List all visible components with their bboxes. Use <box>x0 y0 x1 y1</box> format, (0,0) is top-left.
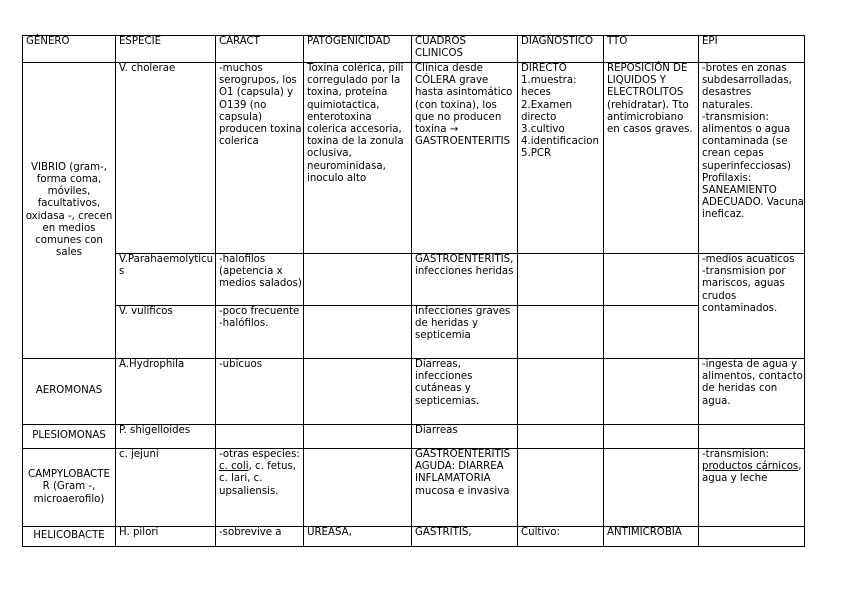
epi-underlined-text: productos cárnicos <box>702 461 799 473</box>
header-tto: TTO <box>604 36 699 63</box>
header-row <box>23 36 805 63</box>
species-cell: V. vulificos <box>116 306 216 359</box>
patogenicidad-cell <box>304 425 412 449</box>
caract-line: -halófilos. <box>219 318 269 330</box>
patogenicidad-cell <box>304 254 412 306</box>
genus-vibrio: VIBRIO (gram-, forma coma, móviles, facultativos, oxidasa -, crecen en medios comunes con sales <box>23 63 116 359</box>
tto-cell: ANTIMICROBIA <box>604 527 699 547</box>
epi-line: -brotes en zonas subdesarrolladas, desastres naturales. <box>702 63 796 111</box>
patogenicidad-cell <box>304 306 412 359</box>
tto-cell: REPOSICIÓN DE LIQUIDOS Y ELECTROLITOS (rehidratar). Tto antimicrobiano en casos graves. <box>604 63 699 254</box>
epi-cell <box>699 254 805 359</box>
genus-helicobacter: HELICOBACTE <box>23 527 116 547</box>
tto-cell <box>604 359 699 425</box>
cuadros-cell: Infecciones graves de heridas y septicemia <box>412 306 518 359</box>
header-caract: CARACT <box>216 36 304 63</box>
header-epi: EPI <box>699 36 805 63</box>
diagnostico-line: 4.identificacion <box>521 136 599 148</box>
epi-cell <box>699 63 808 254</box>
cuadros-cell: Diarreas <box>412 425 518 449</box>
table-row <box>23 425 805 449</box>
species-cell: V. cholerae <box>116 63 216 254</box>
diagnostico-cell <box>518 425 604 449</box>
species-cell: P. shigelloides <box>116 425 216 449</box>
species-cell: c. jejuni <box>116 449 216 527</box>
epi-cell <box>699 527 805 547</box>
epi-cell <box>699 425 805 449</box>
caract-underlined-text: c. coli <box>219 461 249 473</box>
diagnostico-cell: Cultivo: <box>518 527 604 547</box>
diagnostico-line: 5.PCR <box>521 148 552 160</box>
cuadros-cell: GASTROENTERITIS, infecciones heridas <box>412 254 518 306</box>
tto-cell <box>604 306 699 359</box>
diagnostico-line: DIRECTO <box>521 63 567 74</box>
diagnostico-cell <box>518 254 604 306</box>
caract-line: -poco frecuente <box>219 306 300 317</box>
caract-text: , c. fetus, c. lari, c. upsaliensis. <box>219 461 296 497</box>
diagnostico-cell <box>518 449 604 527</box>
genus-campylobacter: CAMPYLOBACTER (Gram -, microaerofilo) <box>23 449 116 527</box>
caract-cell <box>216 425 304 449</box>
table-row <box>23 63 805 254</box>
species-cell: H. pilori <box>116 527 216 547</box>
header-genero: GÉNERO <box>23 36 116 63</box>
patogenicidad-cell: UREASA, <box>304 527 412 547</box>
cuadros-cell: GASTRITIS, <box>412 527 518 547</box>
patogenicidad-cell: Toxina colérica, pili corregulado por la toxina, proteína quimiotactica, enterotoxina colerica accesoria, toxina de la zonula oclusiva, neurominidasa, inoculo alto <box>304 63 412 254</box>
epi-line: -transmision: alimentos o agua contaminada (se crean cepas superinfecciosas) <box>702 111 794 172</box>
genus-plesiomonas: PLESIOMONAS <box>23 425 116 449</box>
header-diagnostico: DIAGNOSTICO <box>518 36 604 63</box>
microbiology-table <box>22 35 808 547</box>
epi-text: , agua y leche <box>702 461 802 485</box>
caract-text: -otras especies: <box>219 449 300 460</box>
diagnostico-cell <box>518 306 604 359</box>
table-row <box>23 527 805 547</box>
epi-line: Profilaxis: SANEAMIENTO ADECUADO. Vacuna ineficaz. <box>702 172 808 221</box>
caract-cell <box>216 306 304 359</box>
header-especie: ESPECIE <box>116 36 216 63</box>
caract-cell <box>216 449 304 527</box>
epi-cell: -ingesta de agua y alimentos, contacto de heridas con agua. <box>699 359 805 425</box>
cuadros-cell: Clínica desde CÓLERA grave hasta asintomático (con toxina), los que no producen toxina → GASTROENTERITIS <box>412 63 518 254</box>
diagnostico-line: 1.muestra: heces <box>521 75 580 99</box>
species-cell: V.Parahaemolyticus <box>116 254 216 306</box>
tto-cell <box>604 254 699 306</box>
patogenicidad-cell <box>304 359 412 425</box>
cuadros-cell: Diarreas, infecciones cutáneas y septicemias. <box>412 359 518 425</box>
epi-cell <box>699 449 805 527</box>
table-row <box>23 306 805 359</box>
caract-cell: -halofilos (apetencia x medios salados) <box>216 254 304 306</box>
diagnostico-cell <box>518 359 604 425</box>
epi-text: -transmision: <box>702 449 769 460</box>
tto-cell <box>604 425 699 449</box>
diagnostico-cell <box>518 63 604 254</box>
cuadros-cell: GASTROENTERITIS AGUDA: DIARREA INFLAMATORIA mucosa e invasiva <box>412 449 518 527</box>
table-row <box>23 254 805 306</box>
caract-cell: -ubicuos <box>216 359 304 425</box>
header-cuadros-clinicos: CUADROS CLINICOS <box>412 36 518 63</box>
caract-cell: -sobrevive a <box>216 527 304 547</box>
patogenicidad-cell <box>304 449 412 527</box>
diagnostico-line: 3.cultivo <box>521 124 565 136</box>
genus-aeromonas: AEROMONAS <box>23 359 116 425</box>
epi-line: -medios acuaticos <box>702 254 795 265</box>
epi-line: -transmision por mariscos, aguas crudos contaminados. <box>702 266 789 314</box>
diagnostico-line: 2.Examen directo <box>521 99 576 123</box>
species-cell: A.Hydrophila <box>116 359 216 425</box>
table-row <box>23 359 805 425</box>
caract-cell: -muchos serogrupos, los O1 (capsula) y O139 (no capsula) producen toxina colerica <box>216 63 304 254</box>
table-row <box>23 449 805 527</box>
header-patogenicidad: PATOGENICIDAD <box>304 36 412 63</box>
tto-cell <box>604 449 699 527</box>
